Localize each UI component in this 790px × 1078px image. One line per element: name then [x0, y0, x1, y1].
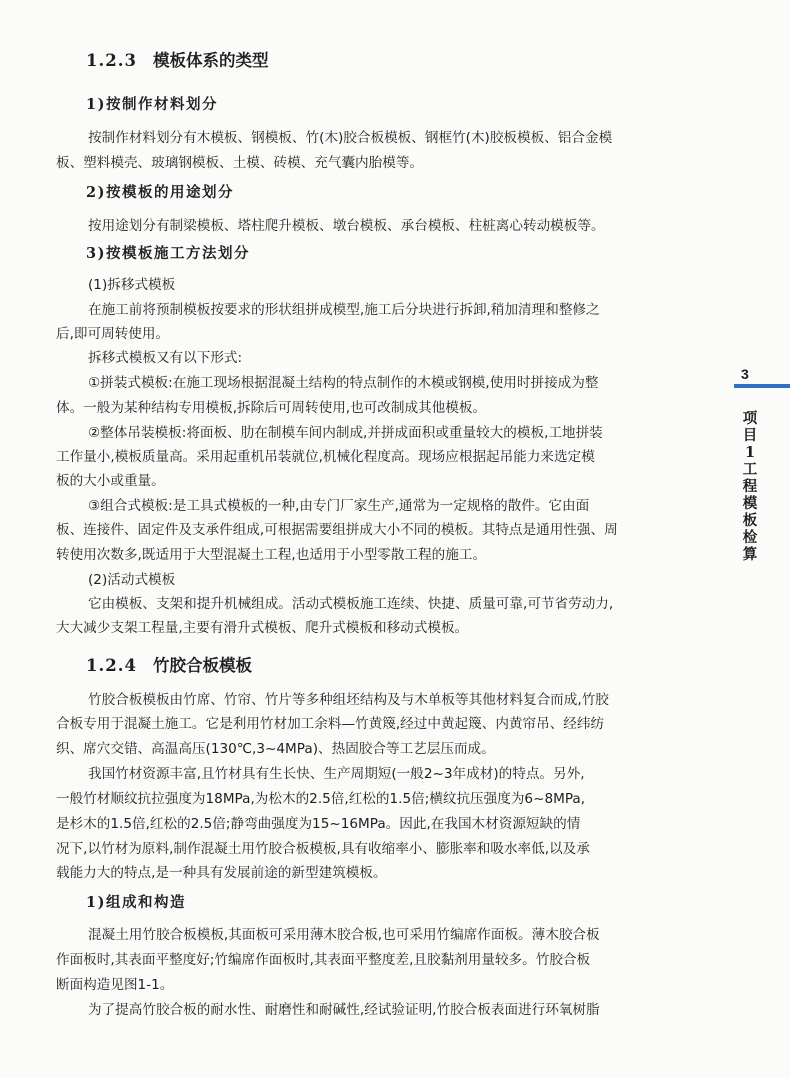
sidebar-accent-rule — [734, 384, 790, 388]
text-line: 按制作材料划分有木模板、钢模板、竹(木)胶合板模板、钢框竹(木)胶板模板、铝合金模 — [88, 130, 613, 146]
section-heading-1-2-3 — [86, 50, 268, 72]
text-line: 转使用次数多,既适用于大型混凝土工程,也适用于小型零散工程的施工。 — [56, 547, 487, 563]
subheading-composition: 1)组成和构造 — [86, 894, 186, 911]
text-line: 体。一般为某种结构专用模板,拆除后可周转使用,也可改制成其他模板。 — [56, 400, 487, 416]
text-line: 它由模板、支架和提升机械组成。活动式模板施工连续、快捷、质量可靠,可节省劳动力, — [88, 596, 614, 612]
section-number: 1.2.3 — [86, 51, 137, 70]
text-line: 后,即可周转使用。 — [56, 326, 170, 342]
sub-subheading: (1)拆移式模板 — [88, 277, 176, 293]
text-line: 工作量小,模板质量高。采用起重机吊装就位,机械化程度高。现场应根据起吊能力来选定模 — [56, 449, 595, 465]
text-line: ②整体吊装模板:将面板、肋在制模车间内制成,并拼成面积或重量较大的模板,工地拼装 — [88, 425, 603, 441]
text-line: 为了提高竹胶合板的耐水性、耐磨性和耐碱性,经试验证明,竹胶合板表面进行环氧树脂 — [88, 1002, 600, 1018]
text-line: 混凝土用竹胶合板模板,其面板可采用薄木胶合板,也可采用竹编席作面板。薄木胶合板 — [88, 927, 600, 943]
text-line: 我国竹材资源丰富,且竹材具有生长快、生产周期短(一般2~3年成材)的特点。另外, — [88, 766, 585, 782]
section-title: 竹胶合板模板 — [152, 656, 252, 675]
subheading-usage: 2)按模板的用途划分 — [86, 184, 234, 201]
text-line: 载能力大的特点,是一种具有发展前途的新型建筑模板。 — [56, 865, 387, 881]
sub-subheading: (2)活动式模板 — [88, 572, 176, 588]
text-line: ③组合式模板:是工具式模板的一种,由专门厂家生产,通常为一定规格的散件。它由面 — [88, 498, 590, 514]
section-title: 模板体系的类型 — [152, 51, 269, 70]
text-line: 按用途划分有制梁模板、塔柱爬升模板、墩台模板、承台模板、柱桩离心转动模板等。 — [88, 218, 605, 234]
text-line: 况下,以竹材为原料,制作混凝土用竹胶合板模板,具有收缩率小、膨胀率和吸水率低,以及承 — [56, 841, 590, 857]
text-line: 一般竹材顺纹抗拉强度为18MPa,为松木的2.5倍,红松的1.5倍;横纹抗压强度为6~8MPa, — [56, 791, 586, 807]
subheading-method: 3)按模板施工方法划分 — [86, 245, 250, 262]
text-line: 板、塑料模壳、玻璃钢模板、土模、砖模、充气囊内胎模等。 — [56, 155, 424, 171]
text-line: 板的大小或重量。 — [56, 473, 165, 489]
text-line: 竹胶合板模板由竹席、竹帘、竹片等多种组坯结构及与木单板等其他材料复合而成,竹胶 — [88, 692, 609, 708]
text-line: 织、席穴交错、高温高压(130℃,3~4MPa)、热固胶合等工艺层压而成。 — [56, 741, 495, 757]
section-heading-1-2-4 — [86, 655, 252, 677]
subheading-material: 1)按制作材料划分 — [86, 96, 218, 113]
text-line: 合板专用于混凝土施工。它是利用竹材加工余料—竹黄篾,经过中黄起篾、内黄帘吊、经纬纺 — [56, 716, 605, 732]
text-line: 作面板时,其表面平整度好;竹编席作面板时,其表面平整度差,且胶黏剂用量较多。竹胶合板 — [56, 952, 591, 968]
running-header-vertical: 项目1 工程模板检算 — [742, 410, 758, 563]
text-line: ①拼装式模板:在施工现场根据混凝土结构的特点制作的木模或钢模,使用时拼接成为整 — [88, 375, 599, 391]
page-number: 3 — [741, 366, 749, 382]
text-line: 是杉木的1.5倍,红松的2.5倍;静弯曲强度为15~16MPa。因此,在我国木材资源短缺的情 — [56, 816, 581, 832]
text-line: 在施工前将预制模板按要求的形状组拼成模型,施工后分块进行拆卸,稍加清理和整修之 — [88, 302, 600, 318]
section-number: 1.2.4 — [86, 656, 137, 675]
text-line: 断面构造见图1-1。 — [56, 977, 174, 993]
text-line: 板、连接件、固定件及支承件组成,可根据需要组拼成大小不同的模板。其特点是通用性强、周 — [56, 522, 618, 538]
text-line: 大大减少支架工程量,主要有滑升式模板、爬升式模板和移动式模板。 — [56, 620, 469, 636]
text-line: 拆移式模板又有以下形式: — [88, 350, 243, 366]
